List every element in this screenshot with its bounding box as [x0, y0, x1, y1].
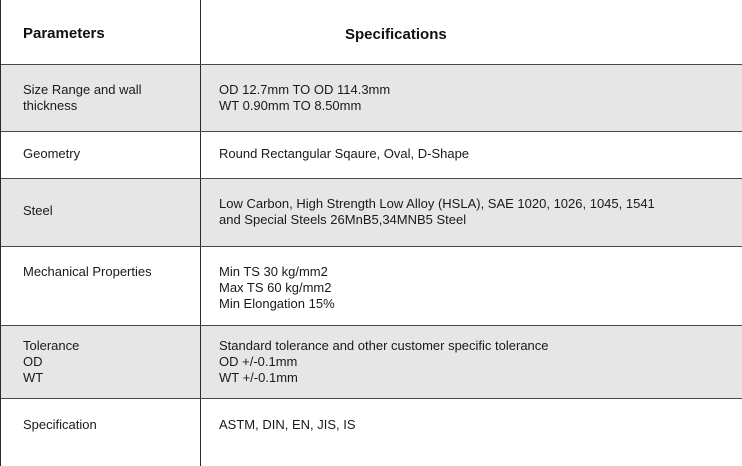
spec-value: Standard tolerance and other customer specific tolerance: [219, 338, 549, 353]
param-label: Specification: [23, 417, 97, 432]
header-specifications: Specifications: [345, 26, 447, 43]
spec-value: OD 12.7mm TO OD 114.3mm: [219, 82, 391, 97]
param-label: OD: [23, 354, 43, 369]
table-row-geometry: [1, 132, 742, 179]
header-cell-specifications: [201, 0, 742, 64]
header-parameters: Parameters: [23, 25, 105, 42]
param-label: Size Range and wall: [23, 82, 142, 97]
param-cell: [1, 399, 201, 466]
spec-cell: [201, 326, 742, 398]
table-header: [1, 0, 742, 65]
spec-value: OD +/-0.1mm: [219, 354, 298, 369]
param-cell: [1, 247, 201, 325]
spec-cell: [201, 247, 742, 325]
param-cell: [1, 326, 201, 398]
param-label: Tolerance: [23, 338, 80, 353]
spec-value: Low Carbon, High Strength Low Alloy (HSLA), SAE 1020, 1026, 1045, 1541: [219, 196, 655, 211]
table-row-mechanical-properties: [1, 247, 742, 326]
param-label: Mechanical Properties: [23, 264, 152, 279]
table-row-tolerance: [1, 326, 742, 399]
param-cell: [1, 132, 201, 178]
spec-value: Min TS 30 kg/mm2: [219, 264, 328, 279]
param-label: Geometry: [23, 146, 81, 161]
param-cell: [1, 179, 201, 246]
param-label: WT: [23, 370, 44, 385]
spec-value: ASTM, DIN, EN, JIS, IS: [219, 417, 356, 432]
param-label: Steel: [23, 203, 53, 218]
spec-value: Max TS 60 kg/mm2: [219, 280, 332, 295]
header-cell-parameters: [1, 0, 201, 64]
table-row-size-range: [1, 65, 742, 132]
spec-cell: [201, 65, 742, 131]
param-label: thickness: [23, 98, 78, 113]
spec-value: Round Rectangular Sqaure, Oval, D-Shape: [219, 146, 470, 161]
table-row-steel: [1, 179, 742, 247]
spec-cell: [201, 399, 742, 466]
spec-value: Min Elongation 15%: [219, 296, 335, 311]
spec-value: and Special Steels 26MnB5,34MNB5 Steel: [219, 212, 467, 227]
spec-value: WT 0.90mm TO 8.50mm: [219, 98, 362, 113]
spec-value: WT +/-0.1mm: [219, 370, 298, 385]
spec-cell: [201, 179, 742, 246]
param-cell: [1, 65, 201, 131]
table-row-specification: [1, 399, 742, 466]
spec-cell: [201, 132, 742, 178]
